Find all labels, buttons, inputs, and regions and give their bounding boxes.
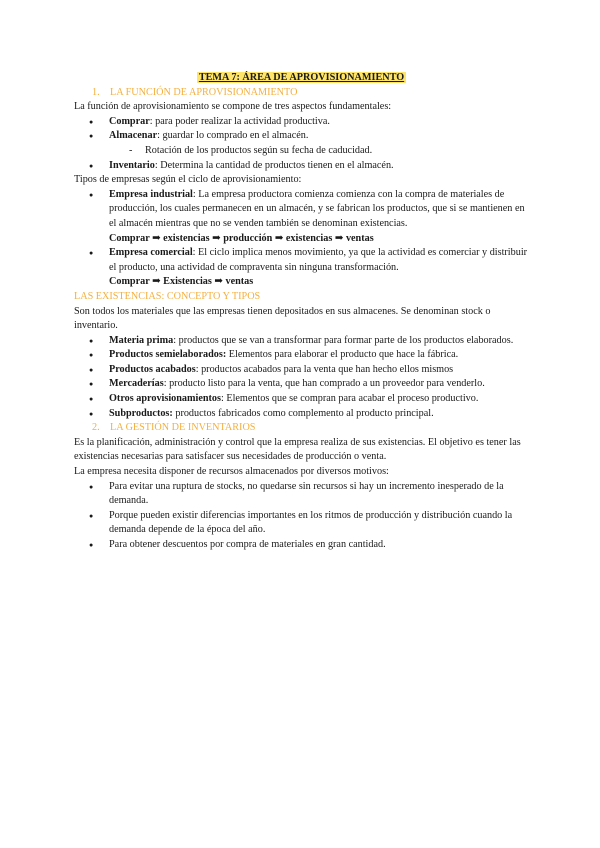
definition: : La empresa productora comienza comienza con la compra de materiales de producción, los cuales permanecen en un almacén, y se fabrican los productos, que si se mantienen en el almacén mientras que no se venden también se denominan existencias. (109, 188, 525, 229)
term: Productos semielaborados: (109, 349, 227, 361)
list-item: ● Porque pueden existir diferencias importantes en los ritmos de producción y distribución cuando la demanda depende de la época del año. (74, 509, 529, 538)
term: Comprar (109, 115, 150, 127)
paragraph: Tipos de empresas según el ciclo de aprovisionamiento: (74, 174, 302, 186)
term: Mercaderías (109, 378, 164, 390)
bullet-list (74, 188, 529, 232)
section-heading-aprovisionamiento (74, 86, 529, 101)
list-item (74, 348, 529, 363)
list-item (74, 246, 529, 275)
definition: : productos acabados para la venta que han hecho ellos mismos (195, 363, 454, 375)
paragraph: La empresa necesita disponer de recursos almacenados por diversos motivos: (74, 466, 389, 478)
section-heading-existencias: LAS EXISTENCIAS: CONCEPTO Y TIPOS (74, 290, 261, 302)
term: Almacenar (109, 130, 158, 142)
definition: : Elementos que se compran para acabar el proceso productivo. (220, 393, 479, 405)
term: Empresa comercial (109, 247, 193, 259)
definition: : para poder realizar la actividad productiva. (149, 115, 330, 127)
cycle-flow: Comprar ➡ Existencias ➡ ventas (109, 276, 254, 288)
paragraph: La función de aprovisionamiento se compone de tres aspectos fundamentales: (74, 101, 392, 113)
list-item (74, 188, 529, 232)
definition: : productos que se van a transformar para formar parte de los productos elaborados. (173, 334, 514, 346)
list-item (74, 392, 529, 407)
definition: : Determina la cantidad de productos tienen en el almacén. (154, 159, 394, 171)
list-item (74, 159, 529, 174)
list-item (74, 334, 529, 349)
list-item (74, 407, 529, 422)
term: Subproductos: (109, 407, 173, 419)
section-number: 1. (92, 86, 100, 98)
definition: : producto listo para la venta, que han comprado a un proveedor para venderlo. (163, 378, 485, 390)
page-title (74, 71, 529, 86)
title-text: TEMA 7: ÁREA DE APROVISIONAMIENTO (198, 72, 405, 83)
bullet-list (74, 246, 529, 275)
definition: : guardar lo comprado en el almacén. (157, 130, 309, 142)
bullet-list (74, 115, 529, 173)
list-item (74, 129, 529, 158)
section-number: 2. (92, 422, 100, 434)
section-heading-inventarios (74, 421, 529, 436)
section-heading-text: LA GESTIÓN DE INVENTARIOS (110, 422, 256, 434)
list-item (74, 363, 529, 378)
list-item: ● Para obtener descuentos por compra de materiales en gran cantidad. (74, 538, 529, 553)
definition: productos fabricados como complemento al producto principal. (172, 407, 434, 419)
term: Empresa industrial (109, 188, 193, 200)
paragraph: Son todos los materiales que las empresas tienen depositados en sus almacenes. Se denominan stock o inventario. (74, 305, 491, 332)
list-item (74, 377, 529, 392)
term: Productos acabados (109, 363, 196, 375)
sub-list-item: - Rotación de los productos según su fecha de caducidad. (74, 144, 529, 159)
paragraph: Es la planificación, administración y control que la empresa realiza de sus existencias. El objetivo es tener las existencias necesarias para satisfacer sus necesidades de producción o venta. (74, 436, 521, 463)
cycle-flow: Comprar ➡ existencias ➡ producción ➡ existencias ➡ ventas (109, 232, 374, 244)
list-item: ● Para evitar una ruptura de stocks, no quedarse sin recursos si hay un incremento inesperado de la demanda. (74, 480, 529, 509)
list-item (74, 115, 529, 130)
definition: Elementos para elaborar el producto que hace la fábrica. (226, 349, 459, 361)
term: Materia prima (109, 334, 174, 346)
sub-list (74, 144, 529, 159)
bullet-list (74, 334, 529, 422)
term: Inventario (109, 159, 155, 171)
term: Otros aprovisionamientos (109, 393, 221, 405)
section-heading-text: LA FUNCIÓN DE APROVISIONAMIENTO (110, 86, 298, 98)
document-page (74, 71, 529, 553)
bullet-list (74, 480, 529, 553)
definition: : El ciclo implica menos movimiento, ya que la actividad es comerciar y distribuir el producto, una actividad de compraventa sin ninguna transformación. (109, 247, 528, 273)
